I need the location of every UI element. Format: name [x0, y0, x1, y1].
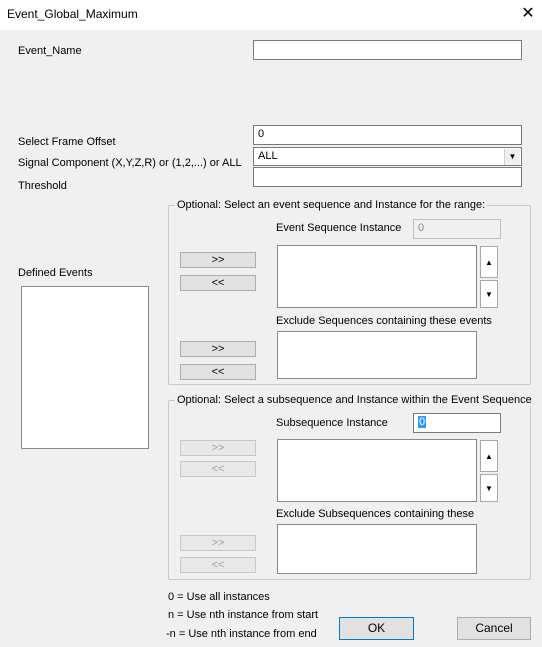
subsequence-group-legend: Optional: Select a subsequence and Instance within the Event Sequence	[177, 394, 532, 406]
exclude-sequence-remove-button[interactable]: <<	[180, 364, 256, 380]
defined-events-label: Defined Events	[18, 267, 93, 279]
ok-button[interactable]: OK	[339, 617, 414, 640]
chevron-down-icon[interactable]: ▼	[504, 149, 520, 165]
subsequence-add-button[interactable]: >>	[180, 440, 256, 456]
frame-offset-label: Select Frame Offset	[18, 136, 116, 148]
help-line-all: 0 = Use all instances	[168, 591, 270, 603]
sequence-remove-button[interactable]: <<	[180, 275, 256, 291]
event-name-label: Event_Name	[18, 45, 82, 57]
subsequence-instance-label: Subsequence Instance	[276, 417, 388, 429]
event-name-input[interactable]	[253, 40, 522, 60]
event-sequence-list[interactable]	[277, 245, 477, 308]
help-line-nth-end: -n = Use nth instance from end	[166, 628, 317, 640]
sequence-add-button[interactable]: >>	[180, 252, 256, 268]
exclude-sequences-label: Exclude Sequences containing these events	[276, 315, 492, 327]
frame-offset-input[interactable]: 0	[253, 125, 522, 145]
signal-component-value: ALL	[258, 150, 278, 162]
close-icon[interactable]: ✕	[521, 5, 535, 22]
exclude-subsequences-label: Exclude Subsequences containing these	[276, 508, 475, 520]
subsequence-instance-input[interactable]	[413, 413, 501, 433]
exclude-subsequence-add-button[interactable]: >>	[180, 535, 256, 551]
scroll-up-icon[interactable]: ▲	[480, 246, 498, 278]
threshold-label: Threshold	[18, 180, 67, 192]
scroll-down-icon[interactable]: ▼	[480, 280, 498, 308]
exclude-subsequences-list[interactable]	[277, 524, 477, 574]
event-sequence-instance-label: Event Sequence Instance	[276, 222, 402, 234]
help-line-nth-start: n = Use nth instance from start	[168, 609, 319, 621]
signal-component-label: Signal Component (X,Y,Z,R) or (1,2,...) or ALL	[18, 157, 242, 169]
subsequence-scroll-down-icon[interactable]: ▼	[480, 474, 498, 502]
cancel-button[interactable]: Cancel	[457, 617, 531, 640]
sequence-group-legend: Optional: Select an event sequence and Instance for the range:	[177, 199, 486, 211]
subsequence-instance-value: 0	[419, 416, 426, 428]
subsequence-scroll-up-icon[interactable]: ▲	[480, 440, 498, 472]
exclude-sequence-add-button[interactable]: >>	[180, 341, 256, 357]
subsequence-list[interactable]	[277, 439, 477, 502]
exclude-sequences-list[interactable]	[277, 331, 477, 379]
defined-events-list[interactable]	[21, 286, 149, 449]
window-title: Event_Global_Maximum	[7, 7, 138, 21]
exclude-subsequence-remove-button[interactable]: <<	[180, 557, 256, 573]
event-sequence-instance-input[interactable]: 0	[413, 219, 501, 239]
signal-component-select[interactable]	[253, 147, 522, 166]
subsequence-remove-button[interactable]: <<	[180, 461, 256, 477]
threshold-input[interactable]	[253, 167, 522, 187]
